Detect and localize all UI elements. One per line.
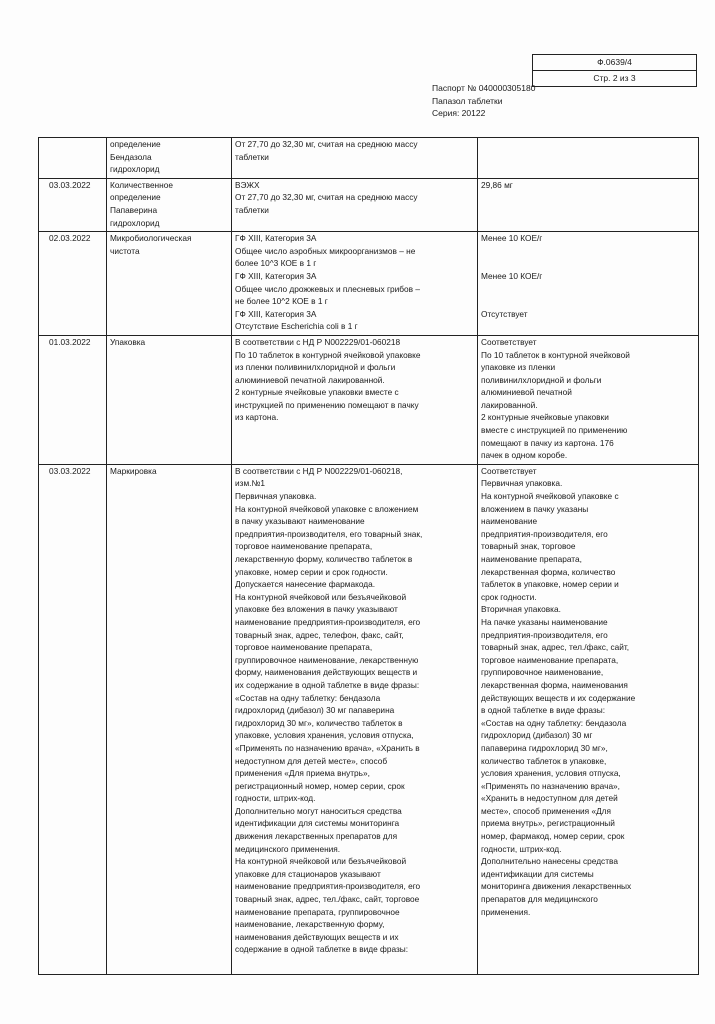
page-number: Стр. 2 из 3 [533,70,696,86]
passport-header [432,82,535,120]
norm-cell: В соответствии с НД Р N002229/01-060218, изм.№1 Первичная упаковка. На контурной ячейковой упаковке с вложением в пачку указывают наименование предприятия-производителя, его товарный знак, торговое наименование препарата, лекарственную форму, количество таблеток в упаковке, номер серии и срок годности. Допускается нанесение фармакода. На контурной ячейковой или безъячейковой упаковке без вложения в пачку указывают наименование предприятия-производителя, его товарный знак, адрес, телефон, факс, сайт, торговое наименование препарата, группировочное наименование, лекарственную форму, наименования действующих веществ и их содержание в одной таблетке в виде фразы: «Состав на одну таблетку: бендазола гидрохлорид (дибазол) 30 мг папаверина гидрохлорид 30 мг», количество таблеток в упаковке, условия хранения, условия отпуска, «Применять по назначению врача», «Хранить в недоступном для детей месте», способ применения «Для приема внутрь», регистрационный номер, номер серии, срок годности, штрих-код. Дополнительно могут наноситься средства идентификации для системы мониторинга движения лекарственных препаратов для медицинского применения. На контурной ячейковой или безъячейковой упаковке для стационаров указывают наименование предприятия-производителя, его товарный знак, адрес, тел./факс, сайт, торговое наименование препарата, группировочное наименование, лекарственную форму, наименования действующих веществ и их содержание в одной таблетке в виде фразы: [232,464,478,974]
norm-cell: ВЭЖХ От 27,70 до 32,30 мг, считая на среднюю массу таблетки [232,178,478,231]
series-number: Серия: 20122 [432,108,486,118]
form-code-box [532,54,697,87]
result-cell: Соответствует По 10 таблеток в контурной ячейковой упаковке из пленки поливинилхлоридной и фольги алюминиевой печатной лакированной. 2 контурные ячейковые упаковки вместе с инструкцией по применению помещают в пачку из картона. 176 пачек в одном коробе. [478,335,699,464]
form-code: Ф.0639/4 [597,57,632,67]
test-name-cell: определение Бендазола гидрохлорид [107,138,232,179]
date-cell: 03.03.2022 [39,178,107,231]
table-row [39,138,699,179]
product-name: Папазол таблетки [432,95,503,106]
date-cell: 02.03.2022 [39,232,107,336]
test-name-cell: Микробиологическая чистота [107,232,232,336]
result-cell [478,138,699,179]
table-row [39,464,699,974]
result-cell: Соответствует Первичная упаковка. На контурной ячейковой упаковке с вложением в пачку указаны наименование предприятия-производителя, его товарный знак, торговое наименование препарата, лекарственная форма, количество таблеток в упаковке, номер серии и срок годности. Вторичная упаковка. На пачке указаны наименование предприятия-производителя, его товарный знак, адрес, тел./факс, сайт, торговое наименование препарата, группировочное наименование, лекарственная форма, наименования действующих веществ и их содержание в одной таблетке в виде фразы: «Состав на одну таблетку: бендазола гидрохлорид (дибазол) 30 мг папаверина гидрохлорид 30 мг», количество таблеток в упаковке, условия хранения, условия отпуска, «Применять по назначению врача», «Хранить в недоступном для детей месте», способ применения «Для приема внутрь», регистрационный номер, фармакод, номер серии, срок годности, штрих-код. Дополнительно нанесены средства идентификации для системы мониторинга движения лекарственных препаратов для медицинского применения. [478,464,699,974]
date-cell [39,138,107,179]
result-cell: Менее 10 КОЕ/г Менее 10 КОЕ/г Отсутствует [478,232,699,336]
table-row [39,335,699,464]
norm-cell: ГФ XIII, Категория 3А Общее число аэробных микроорганизмов – не более 10^3 КОЕ в 1 г ГФ XIII, Категория 3А Общее число дрожжевых и плесневых грибов – не более 10^2 КОЕ в 1 г ГФ XIII, Категория 3А Отсутствие Escherichia coli в 1 г [232,232,478,336]
test-name-cell: Упаковка [107,335,232,464]
date-cell: 01.03.2022 [39,335,107,464]
passport-number: Паспорт № 040000305180 [432,83,536,93]
table-row [39,232,699,336]
result-cell: 29,86 мг [478,178,699,231]
test-name-cell: Маркировка [107,464,232,974]
test-name-cell: Количественное определение Папаверина гидрохлорид [107,178,232,231]
norm-cell: В соответствии с НД Р N002229/01-060218 По 10 таблеток в контурной ячейковой упаковке из пленки поливинилхлоридной и фольги алюминиевой печатной лакированной. 2 контурные ячейковые упаковки вместе с инструкцией по применению помещают в пачку из картона. [232,335,478,464]
date-cell: 03.03.2022 [39,464,107,974]
norm-cell: От 27,70 до 32,30 мг, считая на среднюю массу таблетки [232,138,478,179]
test-results-table [38,137,699,975]
table-row [39,178,699,231]
